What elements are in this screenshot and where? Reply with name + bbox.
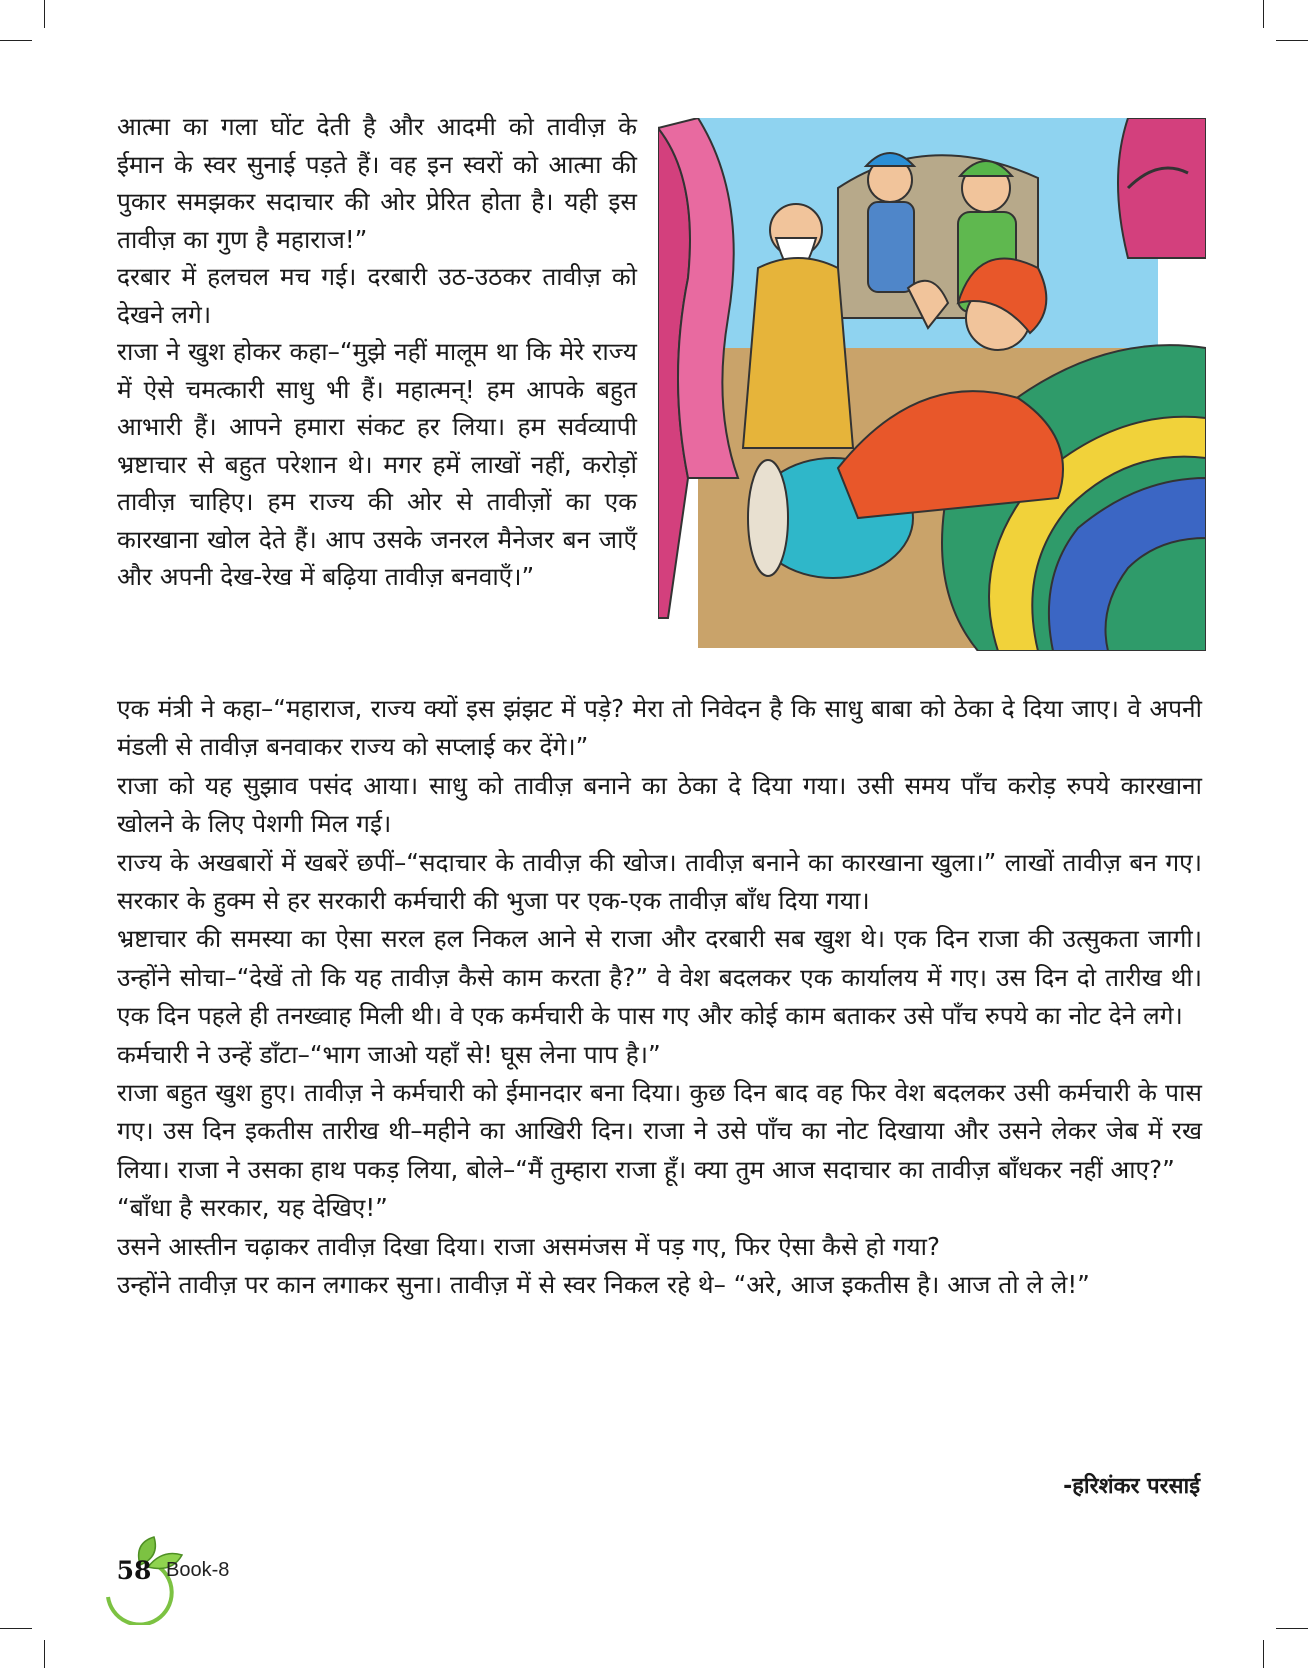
crop-mark bbox=[1276, 40, 1308, 41]
crop-mark bbox=[0, 1628, 32, 1629]
crop-mark bbox=[1263, 1640, 1264, 1668]
crop-mark bbox=[1263, 0, 1264, 28]
story-paragraph: राजा बहुत खुश हुए। तावीज़ ने कर्मचारी को ईमानदार बना दिया। कुछ दिन बाद वह फिर वेश बदलकर उसी कर्मचारी के पास गए। उस दिन इकतीस तारीख थी–महीने का आखिरी दिन। राजा ने उसे पाँच का नोट दिखाया और उसने लेकर जेब में रख लिया। राजा ने उसका हाथ पकड़ लिया, बोले–“मैं तुम्हारा राजा हूँ। क्या तुम आज सदाचार का तावीज़ बाँधकर नहीं आए?” bbox=[117, 1078, 1202, 1184]
court-illustration bbox=[658, 118, 1206, 651]
story-paragraph: “बाँधा है सरकार, यह देखिए!” bbox=[117, 1193, 388, 1223]
story-paragraph: राज्य के अखबारों में खबरें छपीं–“सदाचार के तावीज़ की खोज। तावीज़ बनाने का कारखाना खुला।” लाखों तावीज़ बन गए। सरकार के हुक्म से हर सरकारी कर्मचारी की भुजा पर एक-एक तावीज़ बाँध दिया गया। bbox=[117, 847, 1202, 916]
page-number: 58 bbox=[116, 1556, 152, 1585]
story-paragraph: एक मंत्री ने कहा–“महाराज, राज्य क्यों इस झंझट में पड़े? मेरा तो निवेदन है कि साधु बाबा को ठेका दे दिया जाए। वे अपनी मंडली से तावीज़ बनवाकर राज्य को सप्लाई कर देंगे।” bbox=[117, 694, 1202, 762]
crop-mark bbox=[1276, 1628, 1308, 1629]
crop-mark bbox=[0, 40, 32, 41]
story-paragraph: राजा को यह सुझाव पसंद आया। साधु को तावीज़ बनाने का ठेका दे दिया गया। उसी समय पाँच करोड़ रुपये कारखाना खोलने के लिए पेशगी मिल गई। bbox=[117, 770, 1202, 839]
crop-mark bbox=[44, 0, 45, 28]
story-full-column bbox=[117, 690, 1202, 1305]
story-paragraph: कर्मचारी ने उन्हें डाँटा–“भाग जाओ यहाँ से! घूस लेना पाप है।” bbox=[117, 1039, 661, 1069]
story-paragraph: आत्मा का गला घोंट देती है और आदमी को तावीज़ के ईमान के स्वर सुनाई पड़ते हैं। वह इन स्वरों को आत्मा की पुकार समझकर सदाचार की ओर प्रेरित होता है। यही इस तावीज़ का गुण है महाराज!” bbox=[117, 112, 637, 254]
author-credit: -हरिशंकर परसाई bbox=[1063, 1474, 1200, 1499]
story-paragraph: उन्होंने तावीज़ पर कान लगाकर सुना। तावीज़ में से स्वर निकल रहे थे– “अरे, आज इकतीस है। आज तो ले ले!” bbox=[117, 1270, 1090, 1300]
story-paragraph: दरबार में हलचल मच गई। दरबारी उठ-उठकर तावीज़ को देखने लगे। bbox=[117, 262, 637, 329]
story-top-column bbox=[117, 108, 637, 596]
story-paragraph: राजा ने खुश होकर कहा–“मुझे नहीं मालूम था कि मेरे राज्य में ऐसे चमत्कारी साधु भी हैं। महात्मन्! हम आपके बहुत आभारी हैं। आपने हमारा संकट हर लिया। हम सर्वव्यापी भ्रष्टाचार से बहुत परेशान थे। मगर हमें लाखों नहीं, करोड़ों तावीज़ चाहिए। हम राज्य की ओर से तावीज़ों का एक कारखाना खोल देते हैं। आप उसके जनरल मैनेजर बन जाएँ और अपनी देख-रेख में बढ़िया तावीज़ बनवाएँ।” bbox=[117, 337, 637, 591]
crop-mark bbox=[44, 1640, 45, 1668]
book-label: Book-8 bbox=[166, 1559, 230, 1581]
story-paragraph: उसने आस्तीन चढ़ाकर तावीज़ दिखा दिया। राजा असमंजस में पड़ गए, फिर ऐसा कैसे हो गया? bbox=[117, 1231, 940, 1261]
story-paragraph: भ्रष्टाचार की समस्या का ऐसा सरल हल निकल आने से राजा और दरबारी सब खुश थे। एक दिन राजा की उत्सुकता जागी। उन्होंने सोचा–“देखें तो कि यह तावीज़ कैसे काम करता है?” वे वेश बदलकर एक कार्यालय में गए। उस दिन दो तारीख थी। एक दिन पहले ही तनख्वाह मिली थी। वे एक कर्मचारी के पास गए और कोई काम बताकर उसे पाँच रुपये का नोट देने लगे। bbox=[117, 924, 1202, 1031]
